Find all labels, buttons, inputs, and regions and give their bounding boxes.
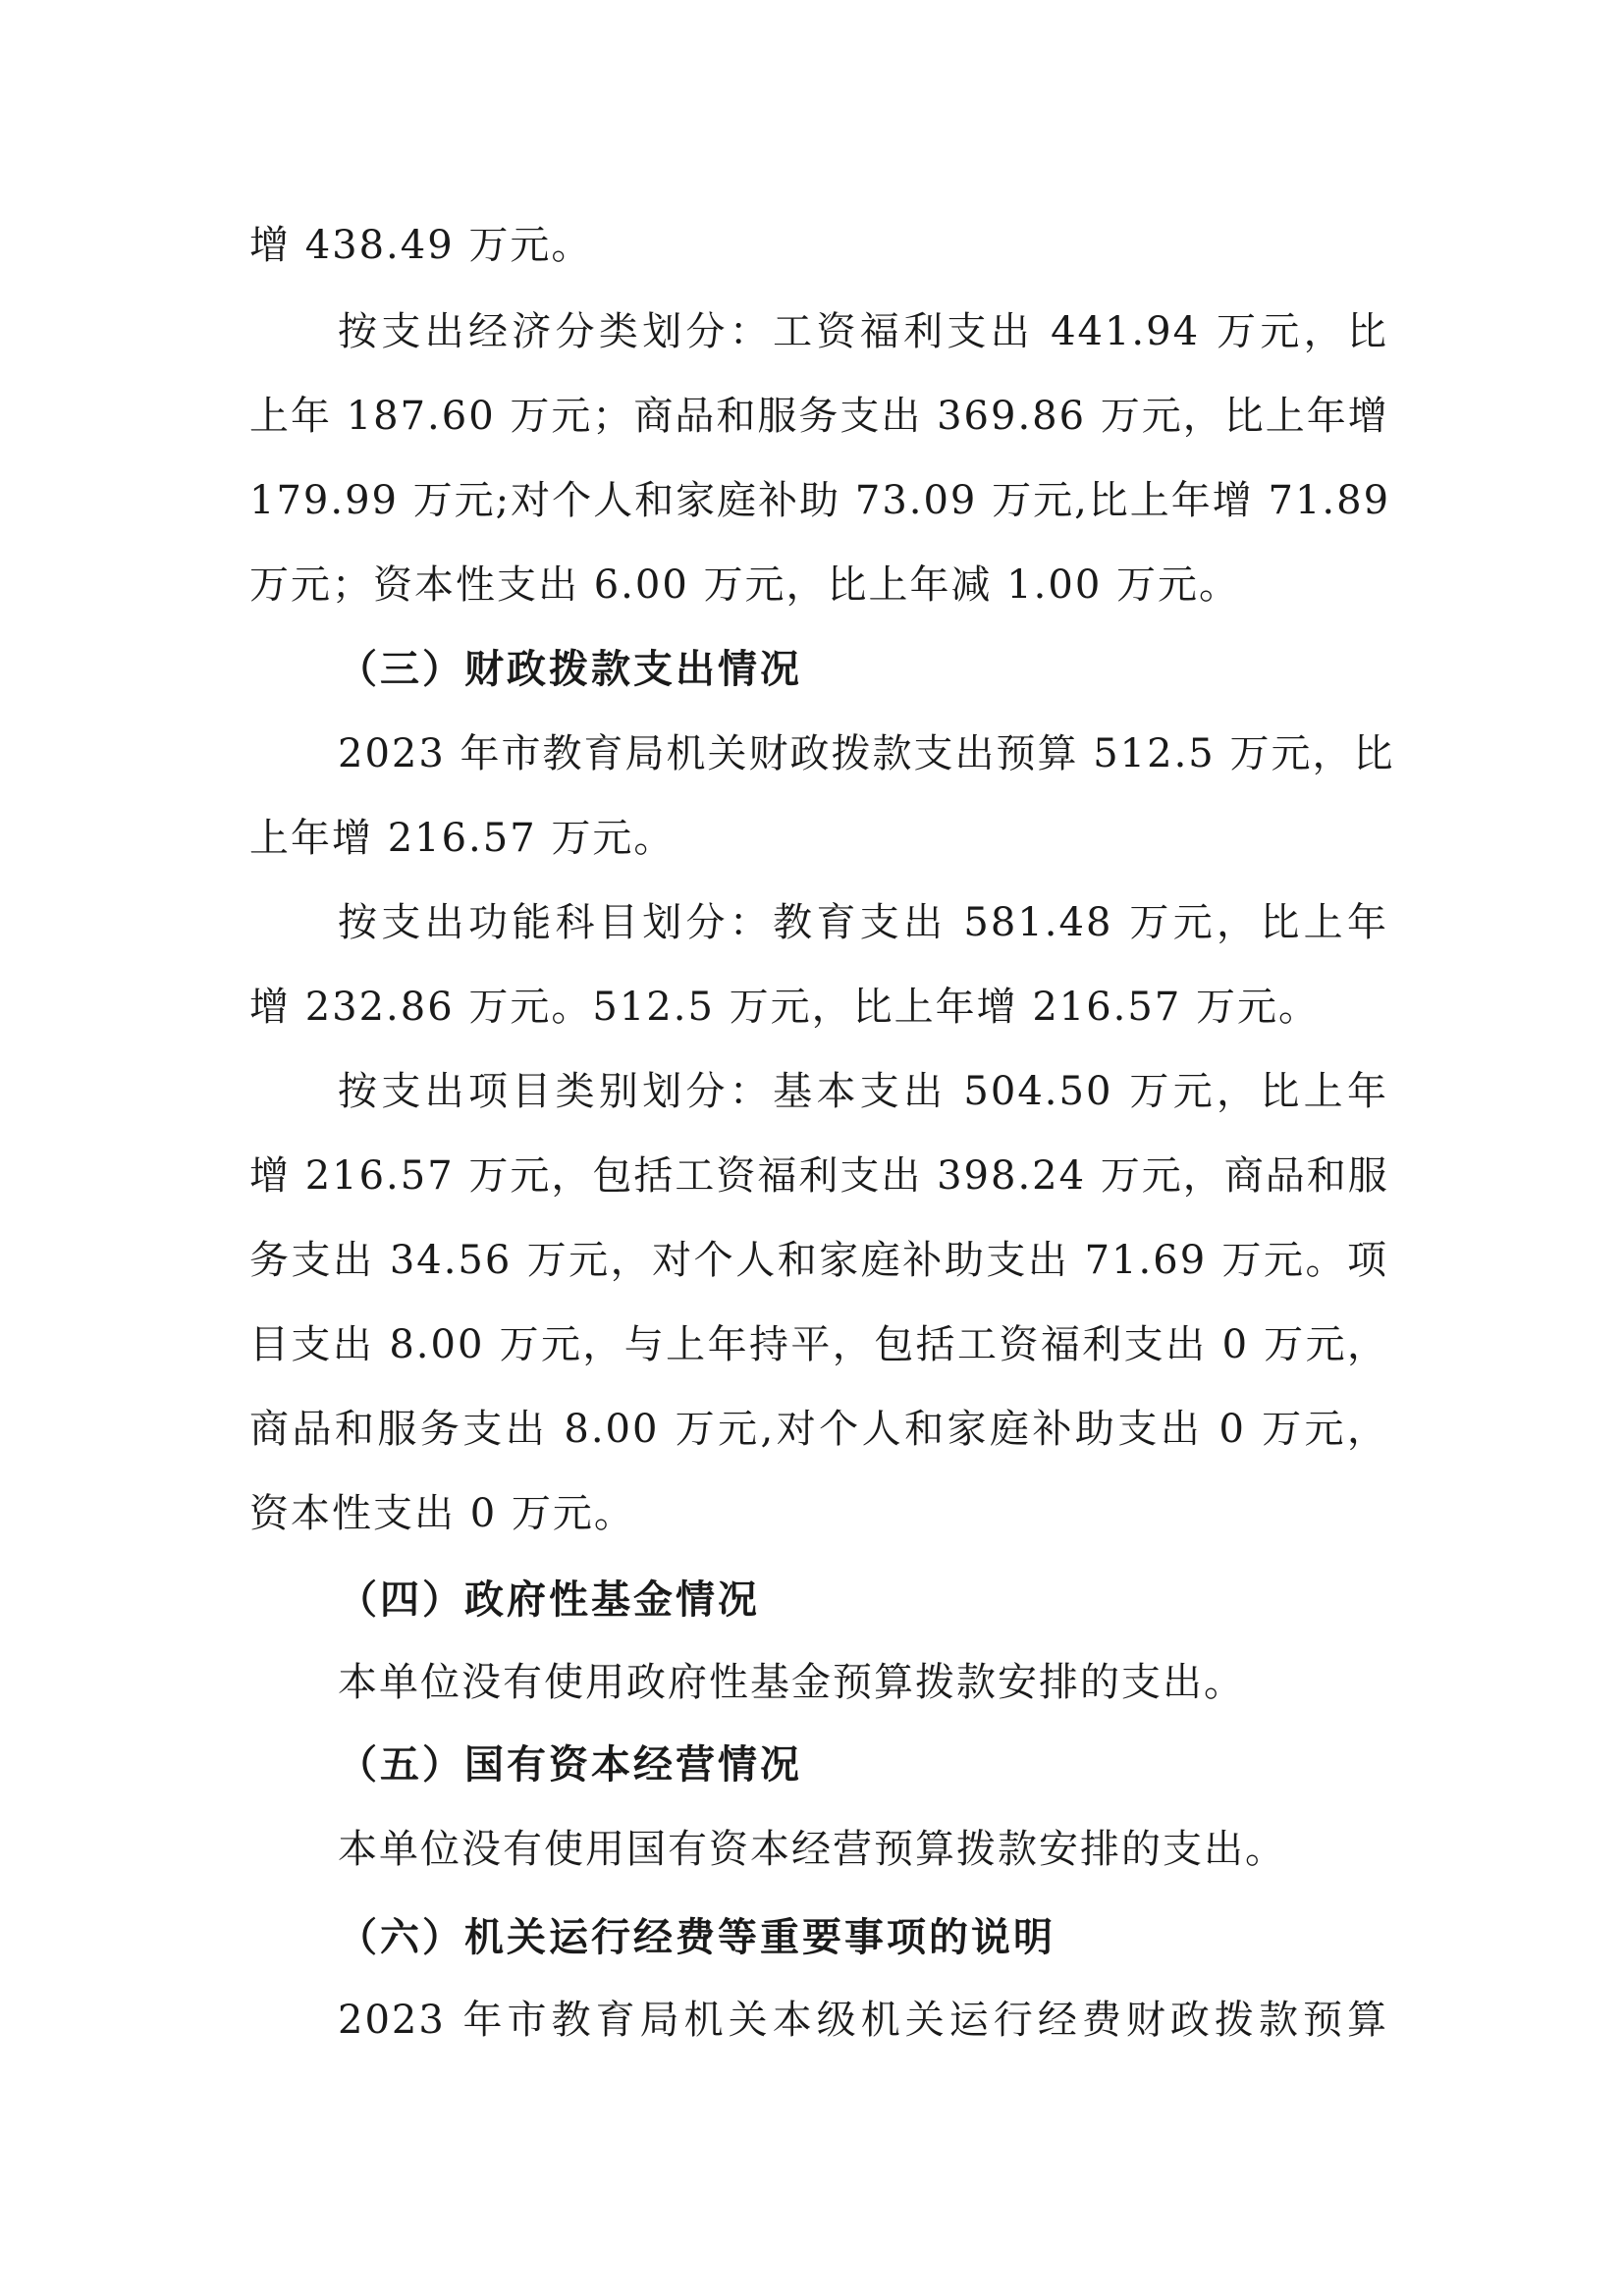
section-heading-three: （三）财政拨款支出情况: [338, 647, 802, 692]
section-heading-four: （四）政府性基金情况: [338, 1577, 760, 1623]
paragraph-line: 本单位没有使用政府性基金预算拨款安排的支出。: [338, 1660, 1245, 1705]
paragraph-line: 179.99 万元;对个人和家庭补助 73.09 万元,比上年增 71.89: [249, 478, 1391, 523]
paragraph-line: 上年 187.60 万元；商品和服务支出 369.86 万元，比上年增: [249, 394, 1389, 439]
paragraph-line: 增 232.86 万元。512.5 万元，比上年增 216.57 万元。: [249, 985, 1321, 1030]
paragraph-line: 目支出 8.00 万元，与上年持平，包括工资福利支出 0 万元，: [249, 1322, 1388, 1367]
paragraph-line: 上年增 216.57 万元。: [249, 816, 676, 861]
section-heading-five: （五）国有资本经营情况: [338, 1742, 802, 1788]
paragraph-line: 务支出 34.56 万元，对个人和家庭补助支出 71.69 万元。项: [249, 1238, 1388, 1283]
paragraph-line: 商品和服务支出 8.00 万元,对个人和家庭补助支出 0 万元，: [249, 1407, 1388, 1452]
paragraph-line: 增 438.49 万元。: [249, 223, 593, 268]
paragraph-line: 资本性支出 0 万元。: [249, 1491, 635, 1536]
paragraph-line: 增 216.57 万元，包括工资福利支出 398.24 万元，商品和服: [249, 1153, 1389, 1199]
paragraph-line: 万元；资本性支出 6.00 万元，比上年减 1.00 万元。: [249, 562, 1240, 608]
paragraph-line: 按支出功能科目划分：教育支出 581.48 万元，比上年: [338, 900, 1388, 945]
paragraph-line: 2023 年市教育局机关财政拨款支出预算 512.5 万元，比: [338, 731, 1395, 776]
paragraph-line: 按支出项目类别划分：基本支出 504.50 万元，比上年: [338, 1069, 1388, 1114]
paragraph-line: 本单位没有使用国有资本经营预算拨款安排的支出。: [338, 1827, 1286, 1872]
paragraph-line: 2023 年市教育局机关本级机关运行经费财政拨款预算: [338, 1998, 1388, 2043]
paragraph-line: 按支出经济分类划分：工资福利支出 441.94 万元，比: [338, 309, 1388, 354]
section-heading-six: （六）机关运行经费等重要事项的说明: [338, 1915, 1056, 1960]
